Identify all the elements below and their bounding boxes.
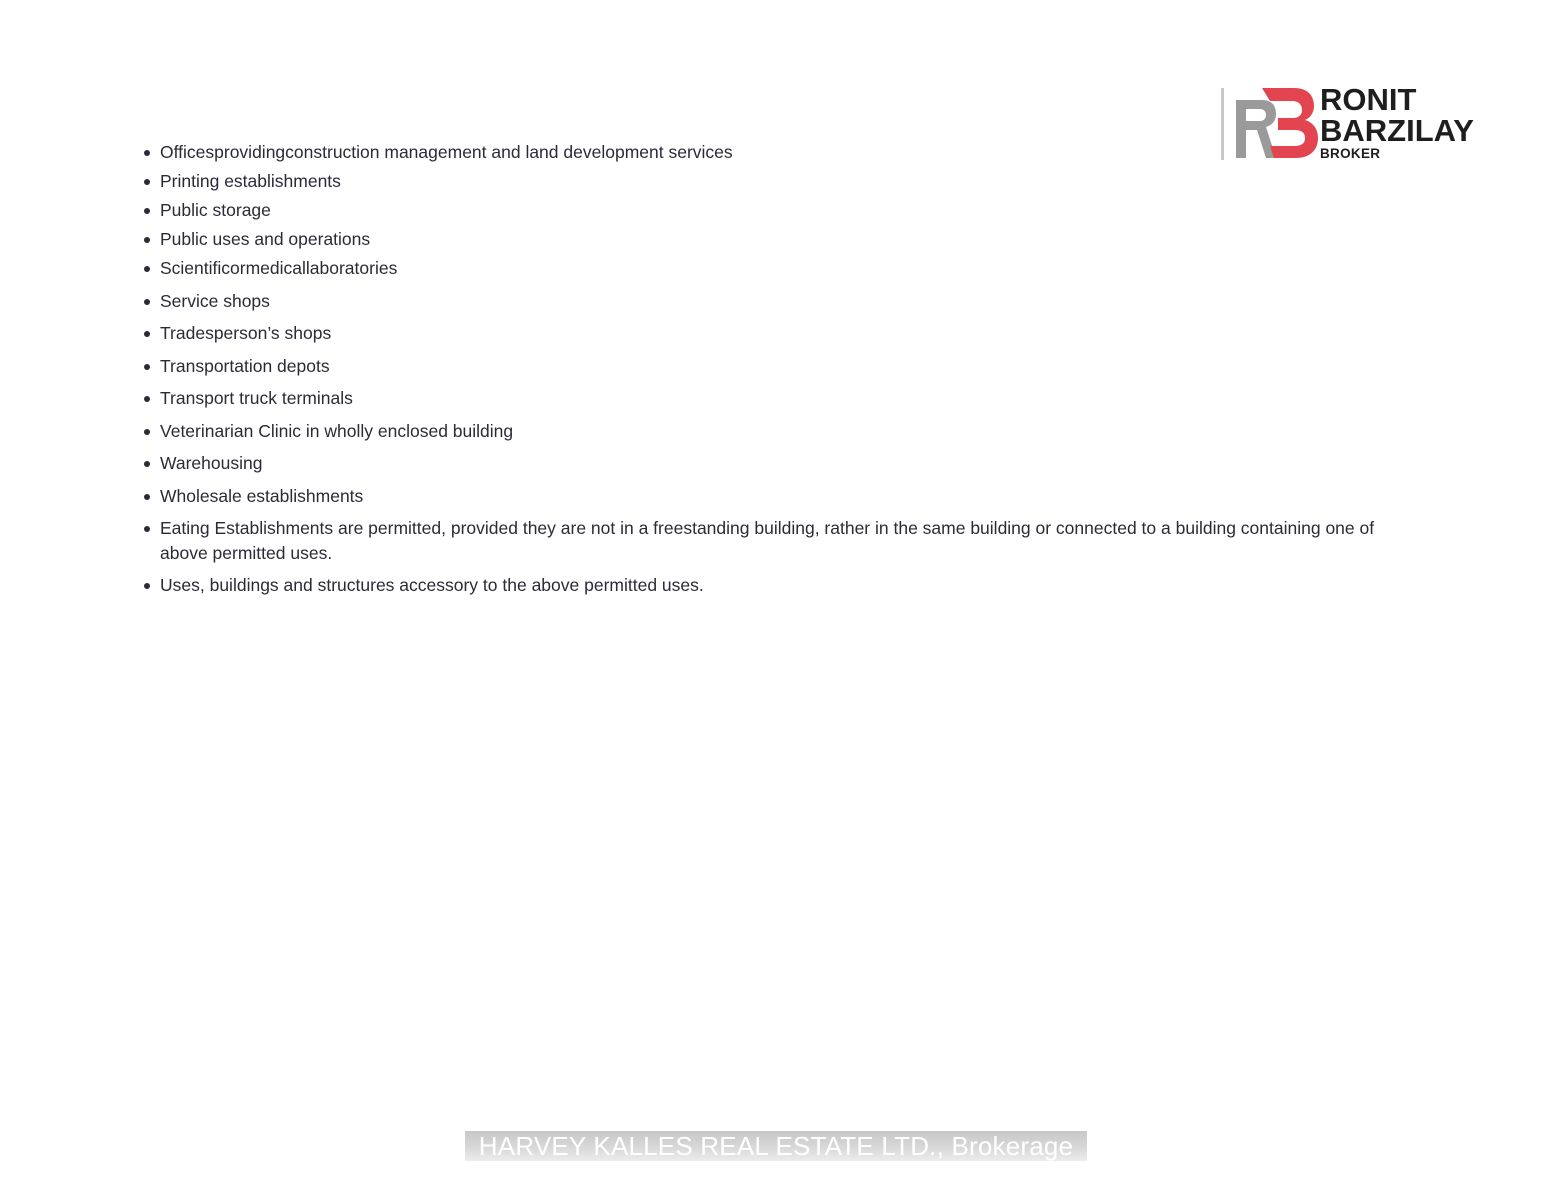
list-item [142,516,1402,565]
bullet-icon [144,461,150,467]
bullet-icon [144,526,150,532]
list-item-text: Transportation depots [160,355,330,376]
list-item-text: Service shops [160,290,270,311]
list-item-text: Wholesale establishments [160,485,364,506]
bullet-icon [144,583,150,589]
list-item-text: Transport truck terminals [160,388,353,408]
brokerage-footer [465,1131,1087,1161]
list-item-text: Warehousing [160,453,263,473]
bullet-icon [144,237,150,243]
list-item [142,198,1402,223]
list-item [142,451,1402,476]
bullet-icon [144,299,150,305]
list-item [142,256,1402,281]
bullet-icon [144,396,150,402]
list-item [142,321,1402,346]
list-item-text: Public uses and operations [160,229,371,249]
list-item-text: Scientificormedicallaboratories [160,258,398,278]
list-item-text: Printing establishments [160,171,341,191]
list-item [142,354,1402,379]
bullet-icon [144,208,150,214]
logo-name-last: BARZILAY [1320,113,1474,148]
bullet-icon [144,150,150,156]
list-item [142,289,1402,314]
list-item-text: Tradesperson’s shops [160,323,332,343]
list-item-text: Veterinarian Clinic in wholly enclosed building [160,420,514,441]
list-item [142,227,1402,252]
logo-title: BROKER [1320,146,1381,161]
list-item-text: Officesprovidingconstruction management and land development services [160,142,733,162]
list-item [142,419,1402,444]
list-item [142,386,1402,411]
bullet-icon [144,494,150,500]
list-item [142,140,1402,165]
logo-name-first: RONIT [1320,82,1417,117]
bullet-icon [144,179,150,185]
list-item [142,484,1402,509]
list-item [142,169,1402,194]
bullet-icon [144,266,150,272]
list-item-text: Public storage [160,200,271,220]
list-item-text: Eating Establishments are permitted, provided they are not in a freestanding building, rather in the same building or connected to a building containing one of above permitted uses. [160,518,1375,563]
brokerage-name: HARVEY KALLES REAL ESTATE LTD., Brokerage [478,1131,1074,1161]
list-item-text: Uses, buildings and structures accessory to the above permitted uses. [160,575,704,595]
permitted-uses-list [142,140,1402,606]
bullet-icon [144,331,150,337]
bullet-icon [144,429,150,435]
list-item [142,573,1402,598]
bullet-icon [144,364,150,370]
